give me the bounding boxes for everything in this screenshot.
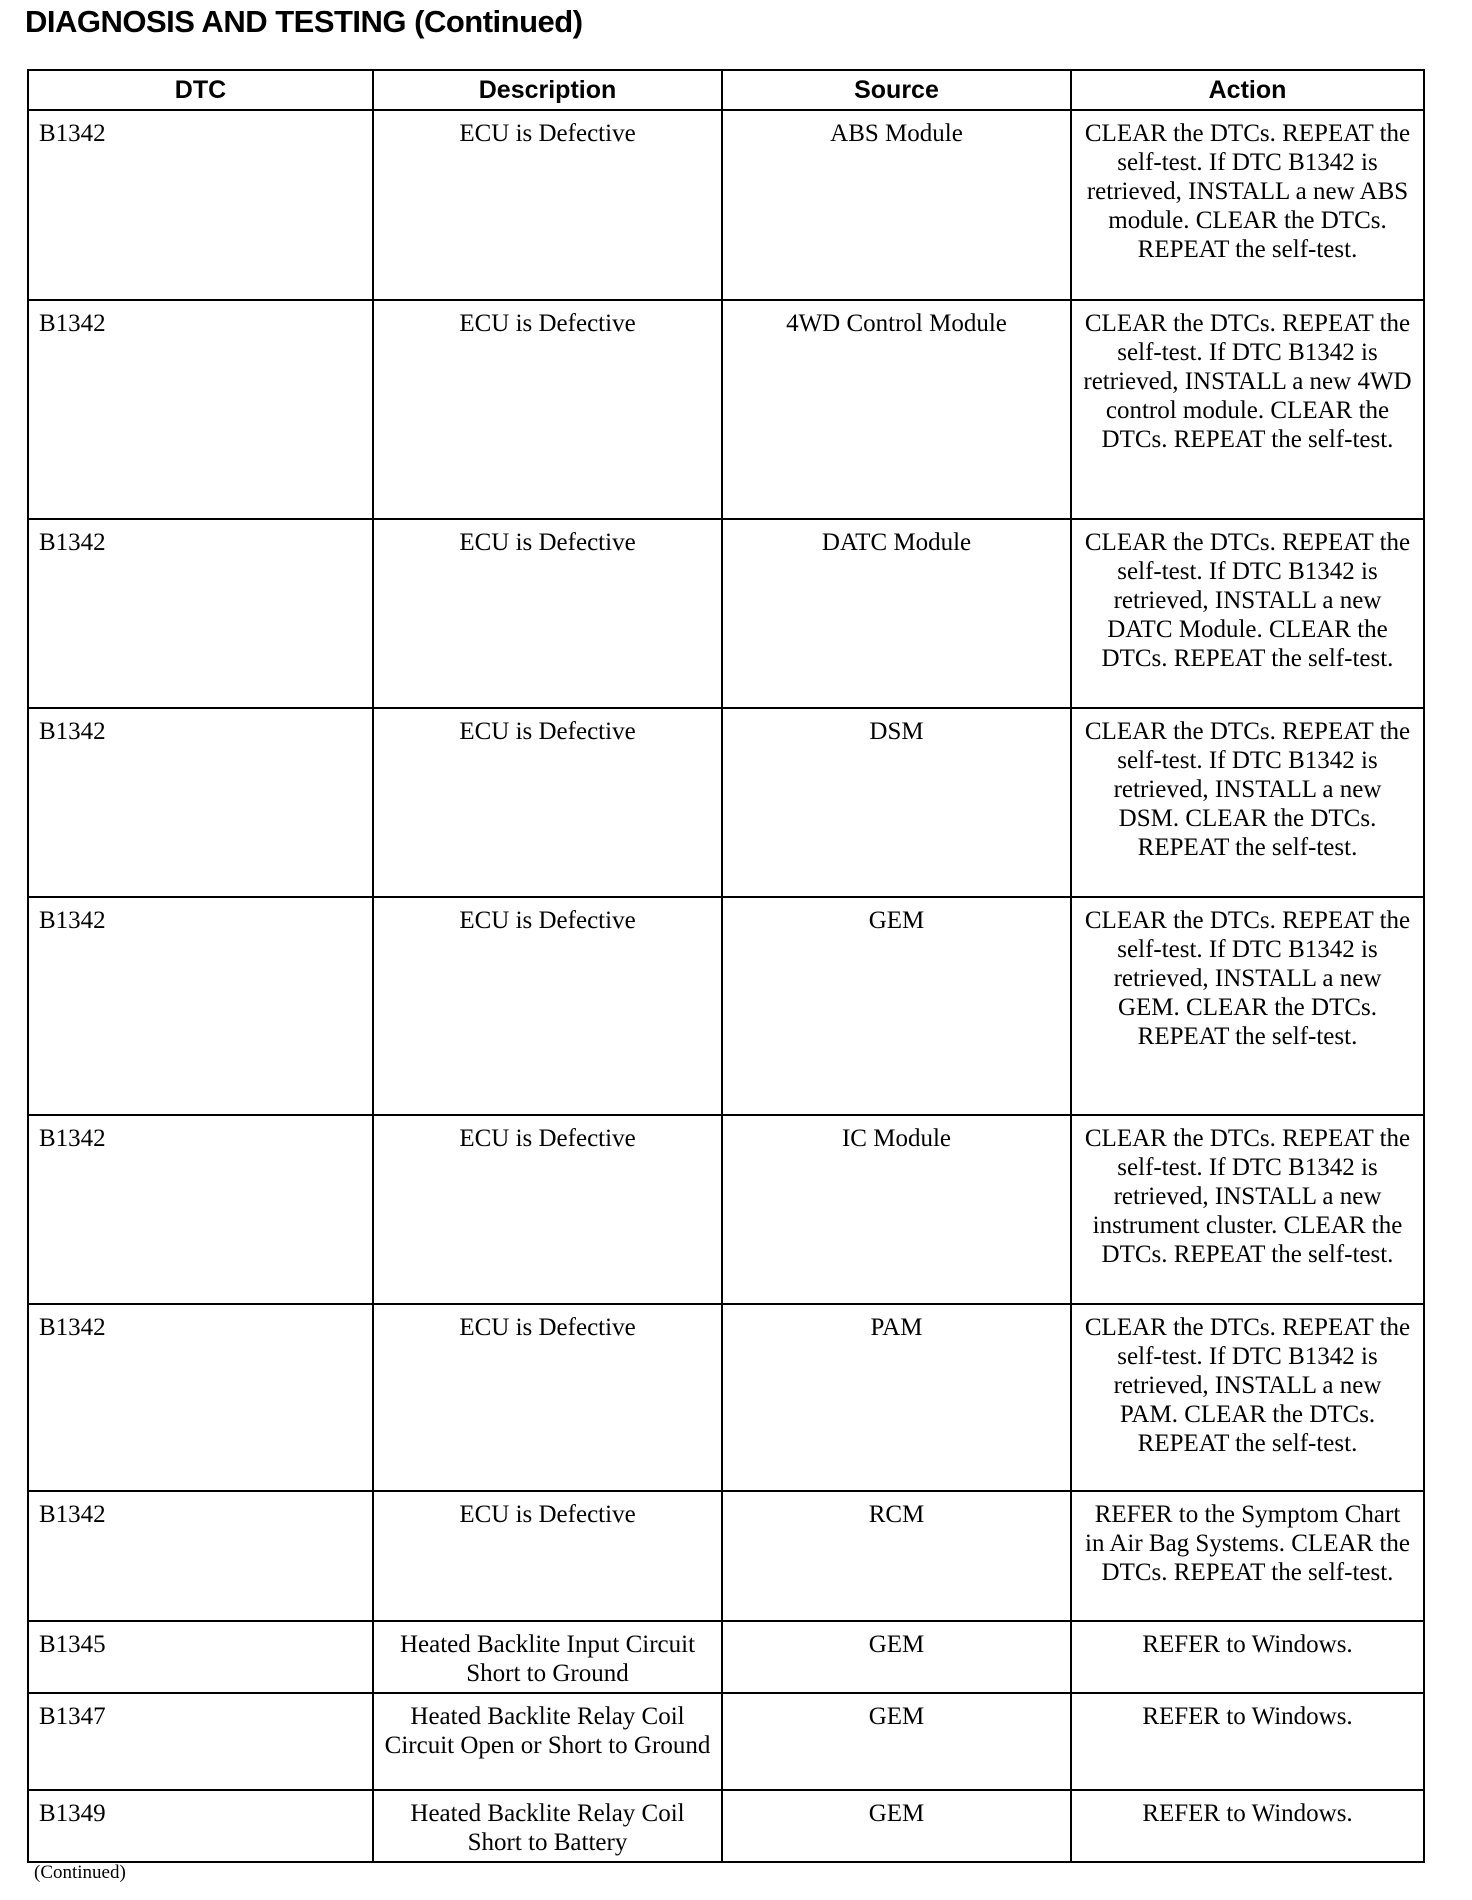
- source-cell: DSM: [722, 708, 1071, 897]
- header-description: Description: [373, 70, 722, 110]
- action-cell: CLEAR the DTCs. REPEAT the self-test. If DTC B1342 is retrieved, INSTALL a new DSM. CLEAR the DTCs. REPEAT the self-test.: [1071, 708, 1424, 897]
- table-row: [28, 708, 1424, 897]
- source-cell: IC Module: [722, 1115, 1071, 1304]
- table-row: [28, 1693, 1424, 1790]
- description-cell: ECU is Defective: [373, 1304, 722, 1491]
- dtc-cell: B1347: [28, 1693, 373, 1790]
- dtc-cell: B1342: [28, 519, 373, 708]
- action-cell: REFER to Windows.: [1071, 1621, 1424, 1693]
- source-cell: RCM: [722, 1491, 1071, 1621]
- action-cell: CLEAR the DTCs. REPEAT the self-test. If DTC B1342 is retrieved, INSTALL a new ABS module. CLEAR the DTCs. REPEAT the self-test.: [1071, 110, 1424, 300]
- source-cell: ABS Module: [722, 110, 1071, 300]
- description-cell: ECU is Defective: [373, 519, 722, 708]
- header-dtc: DTC: [28, 70, 373, 110]
- dtc-cell: B1349: [28, 1790, 373, 1862]
- description-cell: ECU is Defective: [373, 1115, 722, 1304]
- table-row: [28, 110, 1424, 300]
- source-cell: GEM: [722, 1621, 1071, 1693]
- dtc-cell: B1342: [28, 1115, 373, 1304]
- dtc-cell: B1342: [28, 1491, 373, 1621]
- table-row: [28, 1115, 1424, 1304]
- dtc-cell: B1342: [28, 897, 373, 1115]
- dtc-cell: B1342: [28, 708, 373, 897]
- description-cell: ECU is Defective: [373, 300, 722, 519]
- description-cell: ECU is Defective: [373, 897, 722, 1115]
- action-cell: CLEAR the DTCs. REPEAT the self-test. If DTC B1342 is retrieved, INSTALL a new instrument cluster. CLEAR the DTCs. REPEAT the self-test.: [1071, 1115, 1424, 1304]
- continued-note: (Continued): [34, 1862, 126, 1883]
- action-cell: REFER to Windows.: [1071, 1693, 1424, 1790]
- description-cell: ECU is Defective: [373, 110, 722, 300]
- action-cell: REFER to Windows.: [1071, 1790, 1424, 1862]
- table-row: [28, 1621, 1424, 1693]
- source-cell: GEM: [722, 897, 1071, 1115]
- action-cell: REFER to the Symptom Chart in Air Bag Systems. CLEAR the DTCs. REPEAT the self-test.: [1071, 1491, 1424, 1621]
- source-cell: DATC Module: [722, 519, 1071, 708]
- action-cell: CLEAR the DTCs. REPEAT the self-test. If DTC B1342 is retrieved, INSTALL a new DATC Module. CLEAR the DTCs. REPEAT the self-test.: [1071, 519, 1424, 708]
- action-cell: CLEAR the DTCs. REPEAT the self-test. If DTC B1342 is retrieved, INSTALL a new 4WD control module. CLEAR the DTCs. REPEAT the self-test.: [1071, 300, 1424, 519]
- header-source: Source: [722, 70, 1071, 110]
- table-header-row: [28, 70, 1424, 110]
- table-row: [28, 897, 1424, 1115]
- description-cell: Heated Backlite Relay Coil Short to Battery: [373, 1790, 722, 1862]
- source-cell: GEM: [722, 1693, 1071, 1790]
- dtc-table: [27, 69, 1425, 1863]
- dtc-cell: B1342: [28, 300, 373, 519]
- description-cell: Heated Backlite Input Circuit Short to Ground: [373, 1621, 722, 1693]
- source-cell: GEM: [722, 1790, 1071, 1862]
- table-row: [28, 1790, 1424, 1862]
- table-row: [28, 1304, 1424, 1491]
- description-cell: ECU is Defective: [373, 708, 722, 897]
- action-cell: CLEAR the DTCs. REPEAT the self-test. If DTC B1342 is retrieved, INSTALL a new PAM. CLEAR the DTCs. REPEAT the self-test.: [1071, 1304, 1424, 1491]
- header-action: Action: [1071, 70, 1424, 110]
- source-cell: 4WD Control Module: [722, 300, 1071, 519]
- description-cell: Heated Backlite Relay Coil Circuit Open or Short to Ground: [373, 1693, 722, 1790]
- dtc-cell: B1342: [28, 1304, 373, 1491]
- page-title: DIAGNOSIS AND TESTING (Continued): [25, 4, 583, 39]
- dtc-cell: B1345: [28, 1621, 373, 1693]
- table-row: [28, 1491, 1424, 1621]
- dtc-cell: B1342: [28, 110, 373, 300]
- source-cell: PAM: [722, 1304, 1071, 1491]
- table-row: [28, 519, 1424, 708]
- table-row: [28, 300, 1424, 519]
- action-cell: CLEAR the DTCs. REPEAT the self-test. If DTC B1342 is retrieved, INSTALL a new GEM. CLEAR the DTCs. REPEAT the self-test.: [1071, 897, 1424, 1115]
- description-cell: ECU is Defective: [373, 1491, 722, 1621]
